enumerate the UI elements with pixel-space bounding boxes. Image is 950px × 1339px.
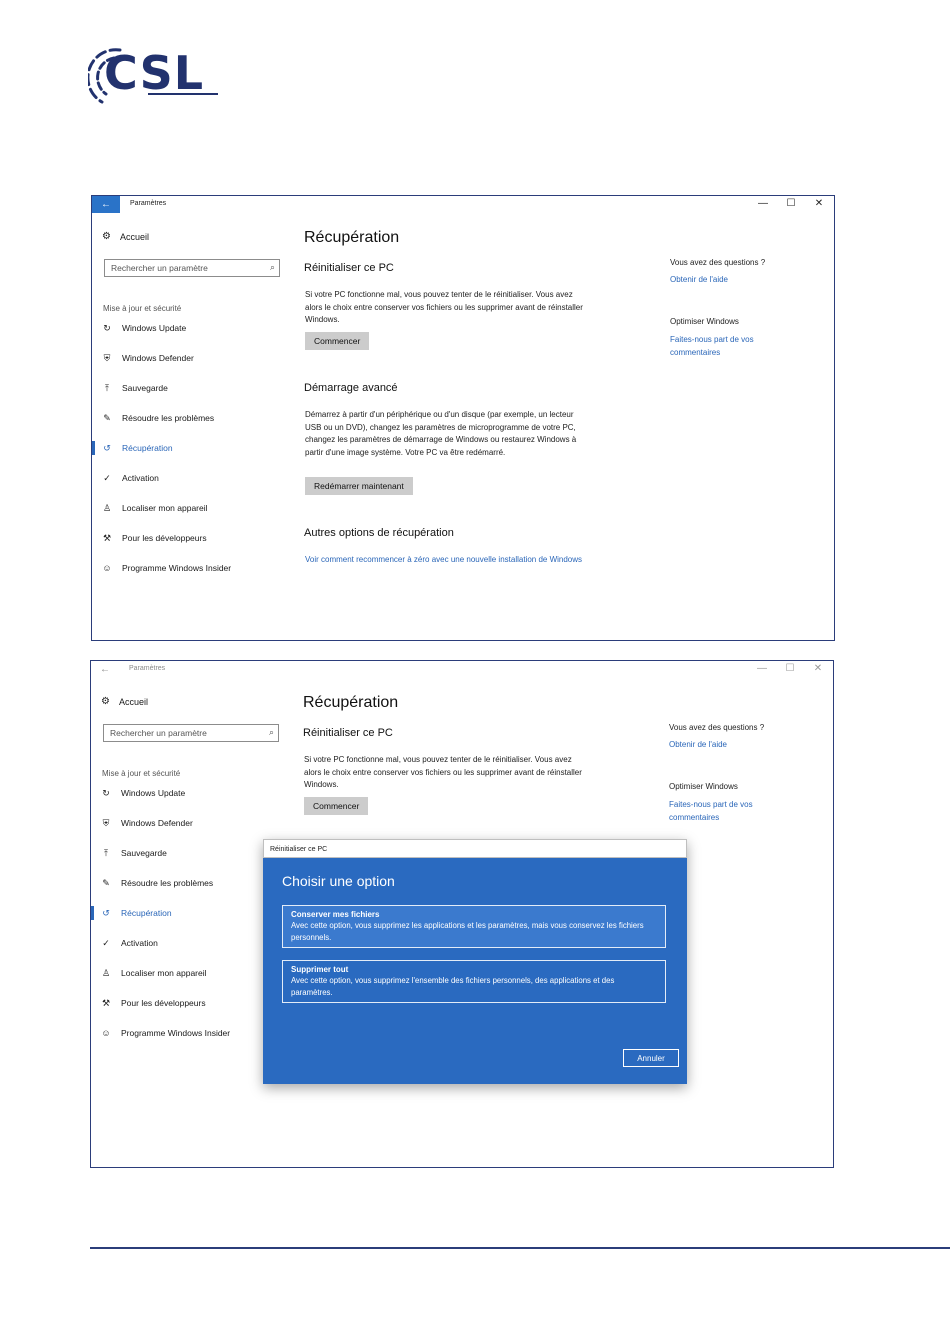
window-title: Paramètres [130, 200, 167, 207]
sidebar-item-insider[interactable] [101, 1026, 230, 1040]
nav-label: Windows Defender [121, 818, 193, 828]
shield-icon: ⛨ [103, 352, 111, 363]
sidebar-item-windows-defender[interactable] [101, 816, 193, 830]
option-description: Avec cette option, vous supprimez l'ensemble des fichiers personnels, des applications et des paramètres. [291, 976, 615, 997]
nav-label: Sauvegarde [122, 383, 168, 393]
nav-label: Localiser mon appareil [121, 968, 207, 978]
section-title: Mise à jour et sécurité [102, 769, 181, 778]
remove-everything-option[interactable] [282, 960, 666, 1003]
history-icon: ↺ [103, 442, 111, 453]
title-bar [92, 196, 834, 213]
footer-rule [90, 1247, 950, 1249]
insider-icon: ☺ [101, 1028, 111, 1038]
sidebar-item-developpeurs[interactable] [102, 531, 207, 545]
nav-label: Windows Update [122, 323, 187, 333]
reset-heading: Réinitialiser ce PC [304, 262, 394, 274]
nav-label: Pour les développeurs [122, 533, 207, 543]
dialog-title: Réinitialiser ce PC [263, 839, 687, 858]
help-link[interactable]: Obtenir de l'aide [669, 740, 728, 749]
upload-icon: ⤒ [105, 382, 109, 393]
check-circle-icon: ✓ [102, 937, 110, 948]
option-title: Conserver mes fichiers [291, 910, 380, 919]
keep-files-option[interactable] [282, 905, 666, 948]
sidebar-item-developpeurs[interactable] [101, 996, 206, 1010]
window-title: Paramètres [129, 665, 166, 672]
back-arrow-icon[interactable]: ← [100, 664, 110, 675]
search-placeholder: Rechercher un paramètre [110, 728, 207, 738]
search-input[interactable] [103, 724, 279, 742]
nav-label: Résoudre les problèmes [122, 413, 215, 423]
back-arrow-icon[interactable]: ← [92, 196, 120, 213]
sidebar-item-resoudre[interactable] [101, 876, 213, 890]
sidebar-item-activation[interactable] [101, 936, 158, 950]
gear-icon: ⚙ [101, 696, 110, 707]
sidebar-item-windows-defender[interactable] [102, 351, 194, 365]
sidebar-item-recuperation[interactable] [101, 906, 172, 920]
minimize-button[interactable]: — [757, 663, 767, 674]
advanced-text: Démarrez à partir d'un périphérique ou d'un disque (par exemple, un lecteur USB ou un DVD), changez les paramètres de microprogramme de votre PC, changez les paramètres de démarrage de Windows ou restaurez Windows à partir d'une image système. Votre PC va être redémarré. [305, 410, 577, 457]
active-indicator [92, 441, 95, 455]
nav-label: Programme Windows Insider [122, 563, 232, 573]
optimize-label: Optimiser Windows [669, 782, 738, 791]
start-button[interactable]: Commencer [305, 332, 369, 350]
option-title: Supprimer tout [291, 965, 349, 974]
home-label: Accueil [118, 696, 148, 707]
nav-label: Programme Windows Insider [121, 1028, 231, 1038]
search-input[interactable] [104, 259, 280, 277]
nav-label: Récupération [121, 908, 172, 918]
section-title: Mise à jour et sécurité [103, 304, 182, 313]
reset-text: Si votre PC fonctionne mal, vous pouvez tenter de le réinitialiser. Vous avez alors le choix entre conserver vos fichiers ou les supprimer avant de réinstaller Windows. [304, 755, 582, 789]
reset-text: Si votre PC fonctionne mal, vous pouvez tenter de le réinitialiser. Vous avez alors le choix entre conserver vos fichiers ou les supprimer avant de réinstaller Windows. [305, 290, 583, 324]
sidebar-item-localiser[interactable] [101, 966, 207, 980]
wrench-icon: ✎ [102, 877, 110, 888]
active-indicator [91, 906, 94, 920]
start-button[interactable]: Commencer [304, 797, 368, 815]
person-pin-icon: ♙ [101, 967, 111, 978]
sidebar-item-recuperation[interactable] [102, 441, 173, 455]
upload-icon: ⤒ [104, 847, 108, 858]
nav-label: Pour les développeurs [121, 998, 206, 1008]
sidebar-item-sauvegarde[interactable] [102, 381, 168, 395]
insider-icon: ☺ [102, 563, 112, 573]
developer-icon: ⚒ [101, 997, 111, 1008]
nav-label: Résoudre les problèmes [121, 878, 214, 888]
cancel-button[interactable]: Annuler [623, 1049, 679, 1067]
sync-icon: ↻ [102, 787, 110, 798]
csl-logo-text: CSL [104, 46, 205, 100]
page-title: Récupération [303, 694, 399, 711]
dialog-heading: Choisir une option [282, 873, 395, 889]
questions-label: Vous avez des questions ? [669, 723, 765, 732]
search-icon: ⌕ [269, 262, 275, 272]
option-description: Avec cette option, vous supprimez les applications et les paramètres, mais vous conservez les fichiers personnels. [291, 921, 644, 942]
optimize-label: Optimiser Windows [670, 317, 739, 326]
sidebar-item-resoudre[interactable] [102, 411, 214, 425]
home-label: Accueil [119, 231, 149, 242]
history-icon: ↺ [102, 907, 110, 918]
wrench-icon: ✎ [103, 412, 111, 423]
nav-label: Activation [121, 938, 158, 948]
restart-now-button[interactable]: Redémarrer maintenant [305, 477, 413, 495]
nav-label: Activation [122, 473, 159, 483]
close-button[interactable]: ✕ [813, 663, 823, 674]
reset-pc-dialog [263, 839, 687, 1084]
nav-label: Récupération [122, 443, 173, 453]
search-placeholder: Rechercher un paramètre [111, 263, 208, 273]
fresh-start-link[interactable]: Voir comment recommencer à zéro avec une nouvelle installation de Windows [305, 555, 583, 564]
sidebar-item-activation[interactable] [102, 471, 159, 485]
help-link[interactable]: Obtenir de l'aide [670, 275, 729, 284]
nav-label: Sauvegarde [121, 848, 167, 858]
sidebar-item-sauvegarde[interactable] [101, 846, 167, 860]
nav-label: Windows Defender [122, 353, 194, 363]
sidebar-item-windows-update[interactable] [101, 786, 185, 800]
sync-icon: ↻ [103, 322, 111, 333]
settings-window-1 [91, 195, 835, 641]
questions-label: Vous avez des questions ? [670, 258, 766, 267]
maximize-button[interactable]: ☐ [785, 663, 795, 674]
sidebar-item-windows-update[interactable] [102, 321, 186, 335]
advanced-heading: Démarrage avancé [304, 382, 398, 394]
sidebar-home[interactable] [101, 696, 148, 707]
reset-heading: Réinitialiser ce PC [303, 727, 393, 739]
nav-label: Localiser mon appareil [122, 503, 208, 513]
sidebar-item-insider[interactable] [102, 561, 231, 575]
gear-icon: ⚙ [102, 231, 111, 242]
close-button[interactable]: ✕ [814, 198, 824, 209]
minimize-button[interactable]: — [758, 198, 768, 209]
nav-label: Windows Update [121, 788, 186, 798]
shield-icon: ⛨ [102, 817, 110, 828]
developer-icon: ⚒ [102, 532, 112, 543]
sidebar-home[interactable] [102, 231, 149, 242]
feedback-link[interactable]: Faites-nous part de vos commentaires [669, 800, 753, 822]
maximize-button[interactable]: ☐ [786, 198, 796, 209]
title-bar [91, 661, 833, 678]
check-circle-icon: ✓ [103, 472, 111, 483]
person-pin-icon: ♙ [102, 502, 112, 513]
feedback-link[interactable]: Faites-nous part de vos commentaires [670, 335, 754, 357]
other-options-heading: Autres options de récupération [304, 527, 454, 539]
search-icon: ⌕ [268, 727, 274, 737]
page-title: Récupération [304, 229, 400, 246]
sidebar-item-localiser[interactable] [102, 501, 208, 515]
